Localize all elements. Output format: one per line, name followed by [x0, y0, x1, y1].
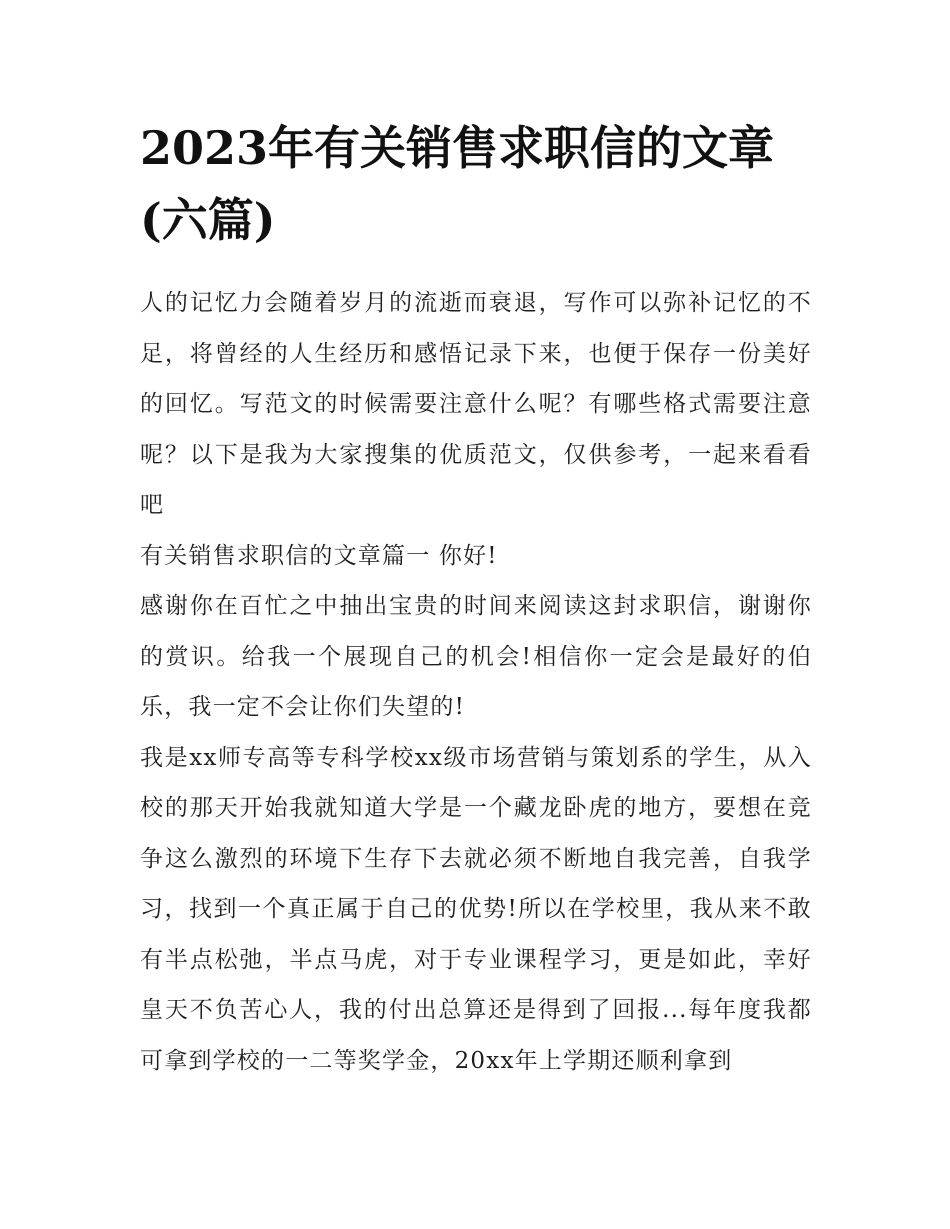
section-heading-paragraph: 有关销售求职信的文章篇一 你好!	[140, 542, 498, 569]
background-paragraph: 我是xx师专高等专科学校xx级市场营销与策划系的学生，从入校的那天开始我就知道大学是一个藏龙卧虎的地方，要想在竞争这么激烈的环境下生存下去就必须不断地自我完善，自我学习，找到一个真正属于自己的优势!所以在学校里，我从来不敢有半点松弛，半点马虎，对于专业课程学习，更是如此，幸好皇天不负苦心人，我的付出总算还是得到了回报...每年度我都可拿到学校的一二等奖学金，20xx年上学期还顺利拿到	[140, 744, 812, 1074]
intro-paragraph: 人的记忆力会随着岁月的流逝而衰退，写作可以弥补记忆的不足，将曾经的人生经历和感悟记录下来，也便于保存一份美好的回忆。写范文的时候需要注意什么呢？有哪些格式需要注意呢？以下是我为大家搜集的优质范文，仅供参考，一起来看看吧	[140, 290, 812, 518]
document-body	[140, 278, 812, 1086]
document-content	[140, 112, 812, 1086]
document-title: 2023年有关销售求职信的文章(六篇)	[140, 121, 775, 247]
thanks-paragraph: 感谢你在百忙之中抽出宝贵的时间来阅读这封求职信，谢谢你的赏识。给我一个展现自己的机会!相信你一定会是最好的伯乐，我一定不会让你们失望的!	[140, 593, 812, 720]
